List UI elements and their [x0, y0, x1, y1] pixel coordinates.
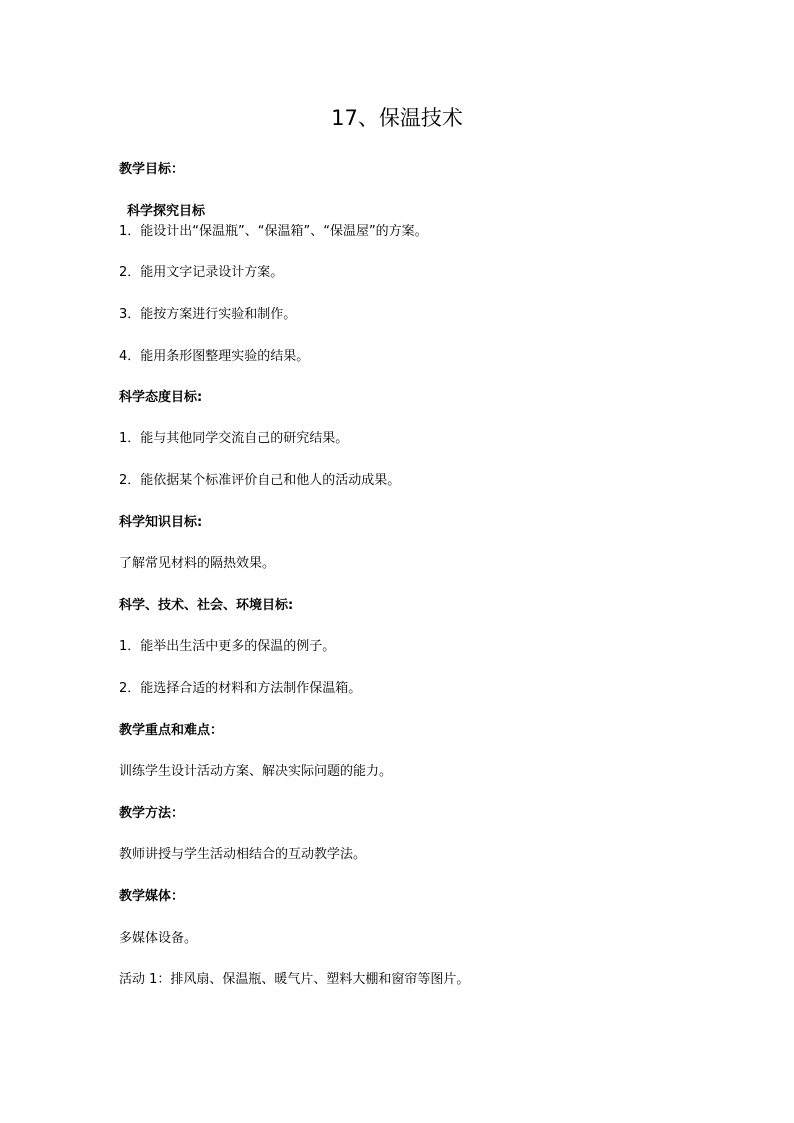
inquiry-item-1: 1．能设计出“保温瓶”、“保温箱”、“保温屋”的方案。 [119, 224, 428, 239]
page-title: 17、保温技术 [331, 106, 463, 130]
attitude-item-2: 2．能依据某个标准评价自己和他人的活动成果。 [119, 473, 401, 488]
activity-1-text: 活动 1：排风扇、保温瓶、暖气片、塑料大棚和窗帘等图片。 [119, 972, 470, 987]
inquiry-item-3: 3．能按方案进行实验和制作。 [119, 307, 297, 322]
key-points-text: 训练学生设计活动方案、解决实际问题的能力。 [119, 764, 393, 779]
stse-item-2: 2．能选择合适的材料和方法制作保温箱。 [119, 681, 362, 696]
attitude-item-1: 1．能与其他同学交流自己的研究结果。 [119, 431, 349, 446]
media-heading: 教学媒体： [119, 889, 185, 904]
inquiry-item-2: 2．能用文字记录设计方案。 [119, 265, 284, 280]
method-heading: 教学方法： [119, 806, 185, 821]
inquiry-heading: 科学探究目标 [127, 204, 206, 219]
knowledge-text: 了解常见材料的隔热效果。 [119, 556, 276, 571]
knowledge-heading: 科学知识目标: [119, 515, 203, 530]
attitude-heading: 科学态度目标: [119, 390, 203, 405]
inquiry-item-4: 4．能用条形图整理实验的结果。 [119, 349, 310, 364]
method-text: 教师讲授与学生活动相结合的互动教学法。 [119, 847, 367, 862]
stse-heading: 科学、技术、社会、环境目标: [119, 598, 294, 613]
teaching-goals-heading: 教学目标： [119, 162, 185, 177]
media-text: 多媒体设备。 [119, 931, 198, 946]
stse-item-1: 1．能举出生活中更多的保温的例子。 [119, 639, 336, 654]
key-points-heading: 教学重点和难点： [119, 723, 224, 738]
